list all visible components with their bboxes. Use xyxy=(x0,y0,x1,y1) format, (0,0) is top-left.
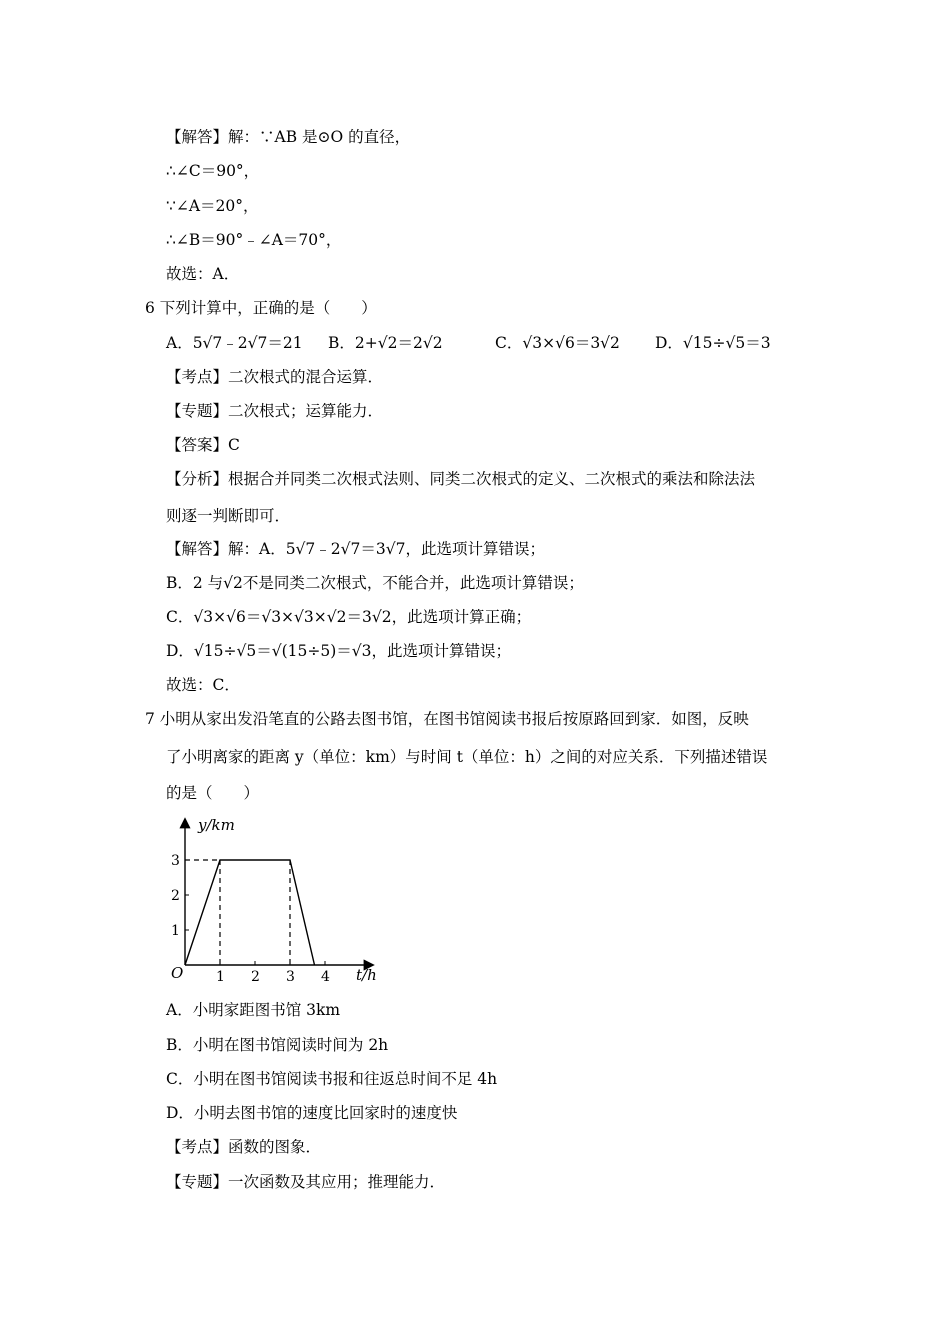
q6-answer-choice: 故选：C． xyxy=(166,676,240,694)
q5-jieda-text: 解：∵AB 是⊙O 的直径， xyxy=(228,128,411,146)
q6-jieda-a: 【解答】解：A．5√7﹣2√7＝3√7，此选项计算错误； xyxy=(166,540,545,558)
q5-solution-line-4: ∴∠B＝90°﹣∠A＝70°， xyxy=(166,231,342,249)
q6-option-d: D．√15÷√5＝3 xyxy=(655,334,771,352)
x-tick-label-4: 4 xyxy=(321,969,330,985)
q6-daan: 【答案】C xyxy=(166,436,240,454)
x-tick-label-2: 2 xyxy=(251,969,260,985)
q6-fenxi-line-1: 【分析】根据合并同类二次根式法则、同类二次根式的定义、二次根式的乘法和除法法 xyxy=(166,470,756,488)
y-axis-label: y/km xyxy=(198,816,235,834)
x-tick-label-1: 1 xyxy=(216,969,225,985)
q7-zhuanti: 【专题】一次函数及其应用；推理能力． xyxy=(166,1173,446,1191)
distance-time-graph xyxy=(160,810,390,990)
distance-series-line xyxy=(185,860,315,965)
q7-option-c: C．小明在图书馆阅读书报和往返总时间不足 4h xyxy=(166,1070,498,1088)
q6-stem: 6 下列计算中，正确的是（ ） xyxy=(145,299,377,317)
q5-solution-line-1 xyxy=(166,126,410,148)
q6-option-b: B．2+√2＝2√2 xyxy=(328,334,443,352)
q7-option-a: A．小明家距图书馆 3km xyxy=(166,1001,341,1019)
q5-jieda-tag: 【解答】 xyxy=(166,128,229,146)
y-tick-label-3: 3 xyxy=(171,853,180,869)
y-tick-label-2: 2 xyxy=(171,888,180,904)
q7-stem-line-2: 了小明离家的距离 y（单位：km）与时间 t（单位：h）之间的对应关系．下列描述错误 xyxy=(166,748,768,766)
x-tick-label-3: 3 xyxy=(286,969,295,985)
q6-kaodian: 【考点】二次根式的混合运算． xyxy=(166,368,384,386)
q5-answer-choice: 故选：A． xyxy=(166,265,240,283)
q7-option-b: B．小明在图书馆阅读时间为 2h xyxy=(166,1036,389,1054)
q6-option-c: C．√3×√6＝3√2 xyxy=(495,334,620,352)
q6-fenxi-line-2: 则逐一判断即可． xyxy=(166,507,291,525)
dashed-guides xyxy=(185,860,290,965)
q7-stem-line-1: 7 小明从家出发沿笔直的公路去图书馆，在图书馆阅读书报后按原路回到家．如图，反映 xyxy=(145,710,749,728)
q7-option-d: D．小明去图书馆的速度比回家时的速度快 xyxy=(166,1104,458,1122)
q7-stem-line-3: 的是（ ） xyxy=(166,784,260,802)
q6-jieda-b: B．2 与√2不是同类二次根式，不能合并，此选项计算错误； xyxy=(166,574,584,592)
q5-solution-line-3: ∵∠A＝20°， xyxy=(166,197,259,215)
q5-solution-line-2: ∴∠C＝90°， xyxy=(166,162,260,180)
q6-jieda-c: C．√3×√6＝√3×√3×√2＝3√2，此选项计算正确； xyxy=(166,608,532,626)
x-axis-label: t/h xyxy=(356,966,377,984)
q7-kaodian: 【考点】函数的图象． xyxy=(166,1138,322,1156)
y-tick-label-1: 1 xyxy=(171,923,180,939)
q6-option-a: A．5√7﹣2√7＝21 xyxy=(166,334,303,352)
origin-label: O xyxy=(171,964,184,982)
q6-zhuanti: 【专题】二次根式；运算能力． xyxy=(166,402,384,420)
q6-jieda-d: D．√15÷√5＝√(15÷5)＝√3，此选项计算错误； xyxy=(166,642,512,660)
